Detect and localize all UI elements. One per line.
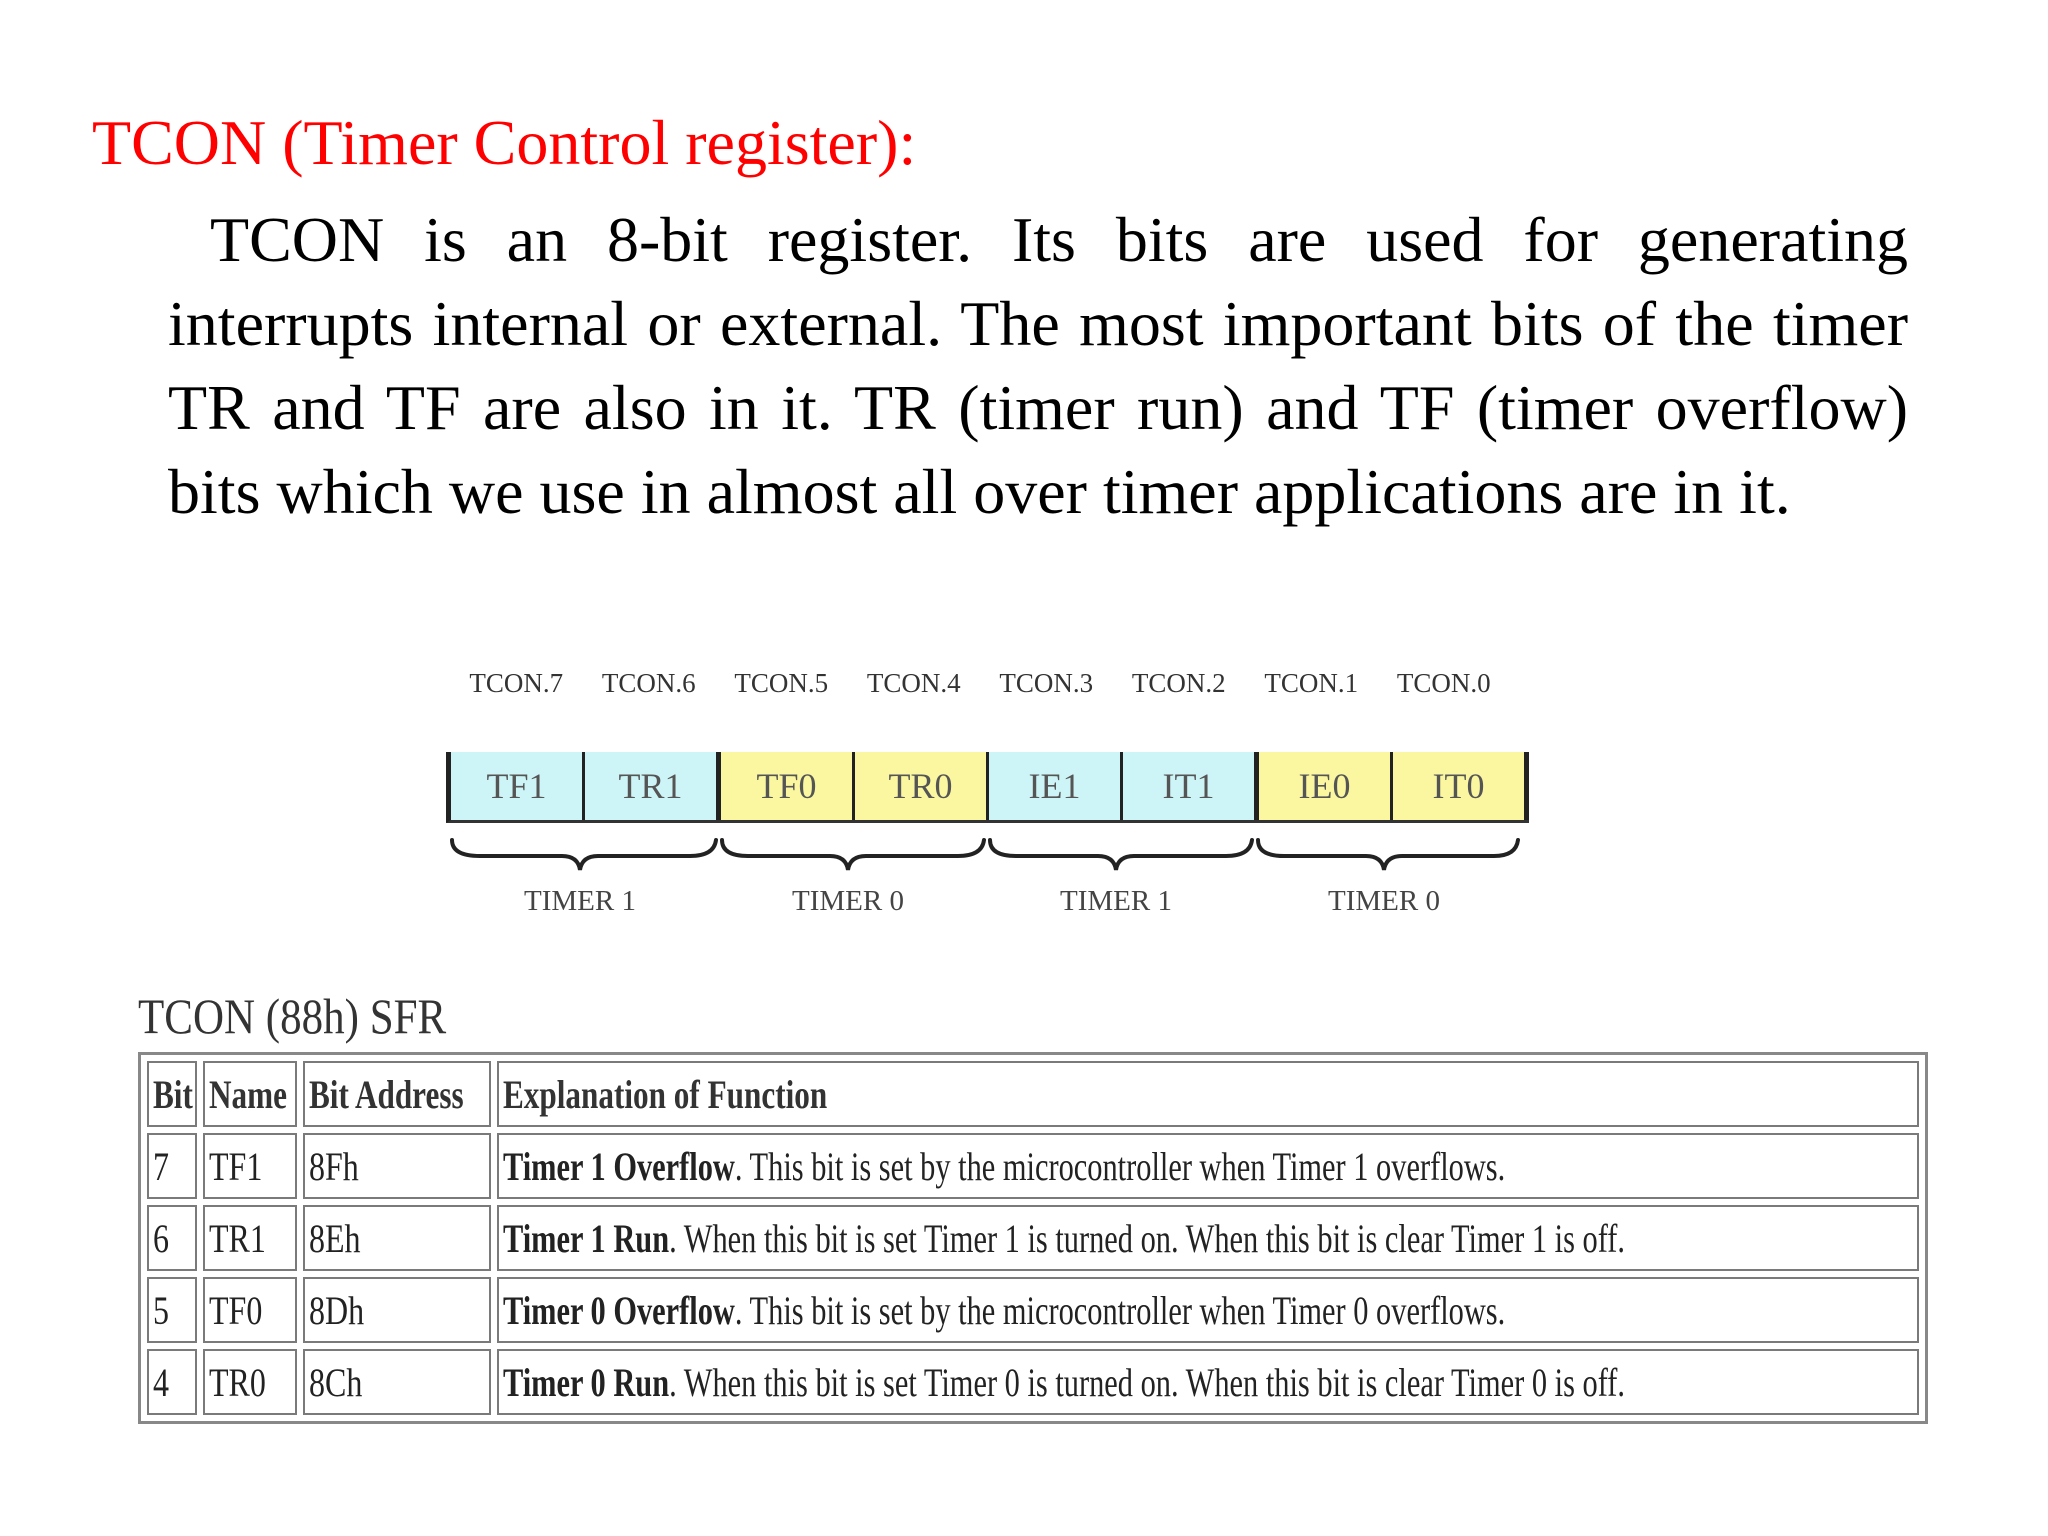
cell-address: 8Dh — [303, 1277, 491, 1343]
table-row — [147, 1277, 1919, 1343]
explanation-text: . When this bit is set Timer 1 is turned on. When this bit is clear Timer 1 is off. — [669, 1215, 1626, 1261]
group-label: TIMER 1 — [524, 885, 636, 917]
table-row — [147, 1133, 1919, 1199]
group-labels — [446, 885, 1518, 918]
sfr-table-caption: TCON (88h) SFR — [138, 988, 447, 1044]
table-header-row — [147, 1061, 1919, 1127]
bit-cell-ie0: IE0 — [1259, 752, 1393, 820]
cell-explanation — [497, 1277, 1919, 1343]
bit-cell-it1: IT1 — [1123, 752, 1259, 820]
bit-position-label: TCON.2 — [1131, 668, 1226, 698]
group-label: TIMER 0 — [792, 885, 904, 917]
explanation-term: Timer 0 Run — [503, 1359, 670, 1405]
slide-title: TCON (Timer Control register): — [92, 107, 917, 178]
bit-position-label: TCON.3 — [999, 668, 1094, 698]
cell-address: 8Eh — [303, 1205, 491, 1271]
bit-cell-tr1: TR1 — [585, 752, 721, 820]
cell-name: TR0 — [203, 1349, 297, 1415]
column-header-name: Name — [203, 1061, 297, 1127]
cell-bit: 5 — [147, 1277, 197, 1343]
cell-name: TF1 — [203, 1133, 297, 1199]
bit-position-label: TCON.5 — [734, 668, 829, 698]
bit-position-label: TCON.4 — [866, 668, 961, 698]
sfr-table — [138, 1052, 1928, 1424]
cell-explanation — [497, 1205, 1919, 1271]
column-header-bit: Bit — [147, 1061, 197, 1127]
explanation-text: . This bit is set by the microcontroller when Timer 1 overflows. — [734, 1143, 1506, 1189]
cell-address: 8Ch — [303, 1349, 491, 1415]
cell-bit: 7 — [147, 1133, 197, 1199]
cell-explanation — [497, 1349, 1919, 1415]
bit-cell-tf1: TF1 — [451, 752, 585, 820]
group-label: TIMER 0 — [1328, 885, 1440, 917]
bit-position-label: TCON.7 — [469, 668, 564, 698]
group-label: TIMER 1 — [1060, 885, 1172, 917]
tcon-register-diagram — [440, 660, 1520, 940]
cell-address: 8Fh — [303, 1133, 491, 1199]
column-header-explanation: Explanation of Function — [497, 1061, 1919, 1127]
bit-cell-tf0: TF0 — [721, 752, 855, 820]
column-header-address: Bit Address — [303, 1061, 491, 1127]
brace-timer-0-right — [1258, 840, 1518, 870]
brace-timer-1-right — [990, 840, 1252, 870]
brace-timer-1-left — [452, 840, 716, 870]
cell-explanation — [497, 1133, 1919, 1199]
cell-bit: 4 — [147, 1349, 197, 1415]
group-braces — [440, 660, 1520, 890]
explanation-text: . When this bit is set Timer 0 is turned on. When this bit is clear Timer 0 is off. — [669, 1359, 1626, 1405]
bit-position-label: TCON.0 — [1396, 668, 1491, 698]
cell-name: TF0 — [203, 1277, 297, 1343]
explanation-term: Timer 0 Overflow — [503, 1287, 735, 1333]
explanation-term: Timer 1 Overflow — [503, 1143, 735, 1189]
explanation-text: . This bit is set by the microcontroller when Timer 0 overflows. — [734, 1287, 1506, 1333]
brace-timer-0-left — [722, 840, 984, 870]
bit-cell-ie1: IE1 — [989, 752, 1123, 820]
cell-name: TR1 — [203, 1205, 297, 1271]
bit-cell-it0: IT0 — [1393, 752, 1529, 820]
bit-cell-tr0: TR0 — [855, 752, 989, 820]
bit-position-label: TCON.6 — [601, 668, 696, 698]
table-row — [147, 1205, 1919, 1271]
table-row — [147, 1349, 1919, 1415]
bit-position-label: TCON.1 — [1264, 668, 1359, 698]
cell-bit: 6 — [147, 1205, 197, 1271]
body-paragraph: TCON is an 8-bit register. Its bits are used for generating interrupts internal or external. The most important bits of the timer TR and TF are also in it. TR (timer run) and TF (timer overflow) bits which we use in almost all over timer applications are in it. — [168, 204, 1908, 527]
explanation-term: Timer 1 Run — [503, 1215, 670, 1261]
